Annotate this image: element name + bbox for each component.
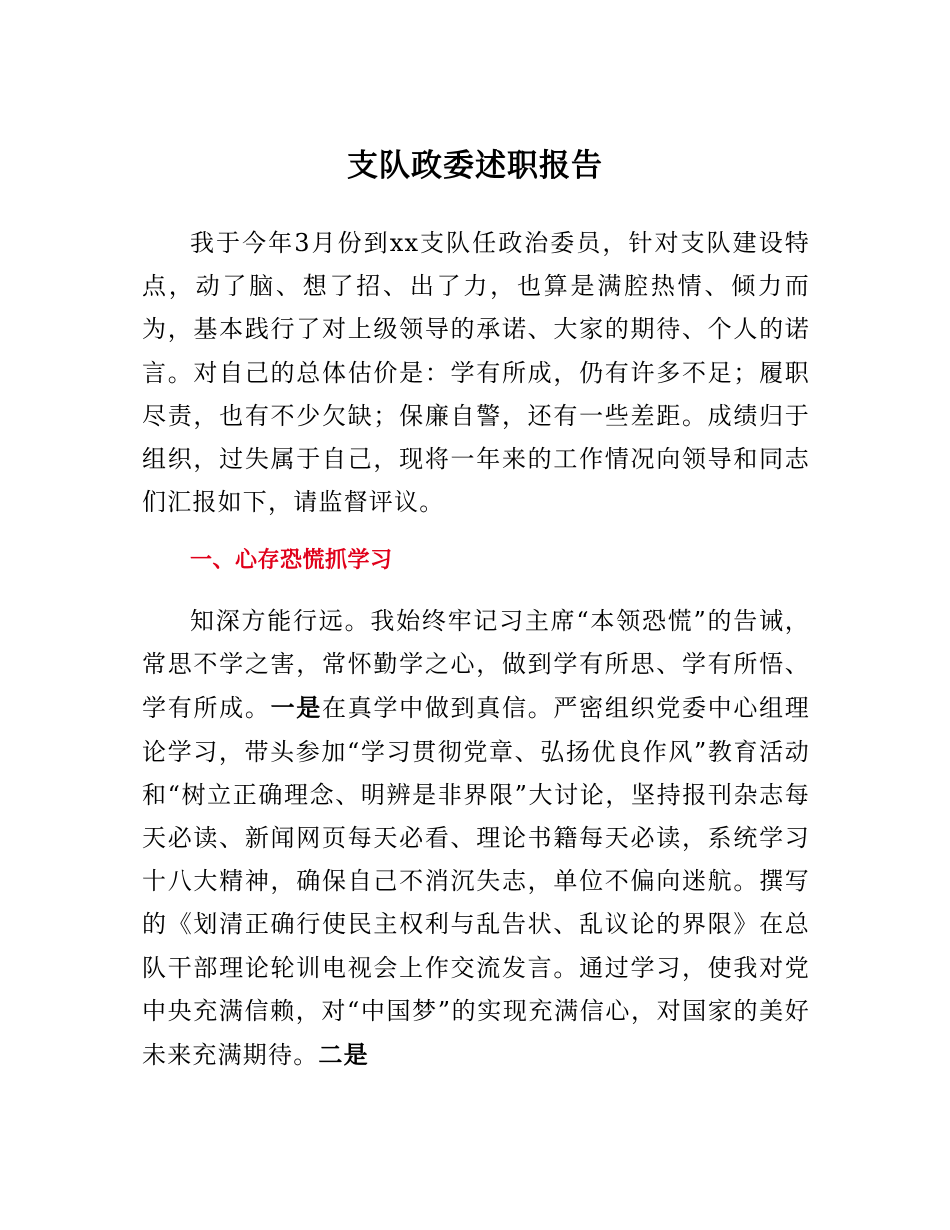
section-1-paragraph [142,600,810,1077]
document-title: 支队政委述职报告 [347,148,603,184]
intro-paragraph: 我于今年3月份到xx支队任政治委员，针对支队建设特点，动了脑、想了招、出了力，也算是满腔热情、倾力而为，基本践行了对上级领导的承诺、大家的期待、个人的诺言。对自己的总体估价是：学有所成，仍有许多不足；履职尽责，也有不少欠缺；保廉自警，还有一些差距。成绩归于组织，过失属于自己，现将一年来的工作情况向领导和同志们汇报如下，请监督评议。 [142,229,810,517]
point-marker-two: 二是 [318,1040,369,1070]
point-marker-one: 一是 [270,693,322,723]
paragraph-text-b: 在真学中做到真信。严密组织党委中心组理论学习，带头参加“学习贯彻党章、弘扬优良作风”教育活动和“树立正确理念、明辨是非界限”大讨论，坚持报刊杂志每天必读、新闻网页每天必看、理论书籍每天必读，系统学习十八大精神，确保自己不消沉失志，单位不偏向迷航。撰写的《划清正确行使民主权利与乱告状、乱议论的界限》在总队干部理论轮训电视会上作交流发言。通过学习，使我对党中央充满信赖，对“中国梦”的实现充满信心，对国家的美好未来充满期待。 [142,694,811,1070]
paragraph-text-a: 知深方能行远。我始终牢记习主席“本领恐慌”的告诫，常思不学之害，常怀勤学之心，做到学有所思、学有所悟、学有所成。 [142,607,810,723]
section-heading-1: 一、心存恐慌抓学习 [190,548,393,573]
